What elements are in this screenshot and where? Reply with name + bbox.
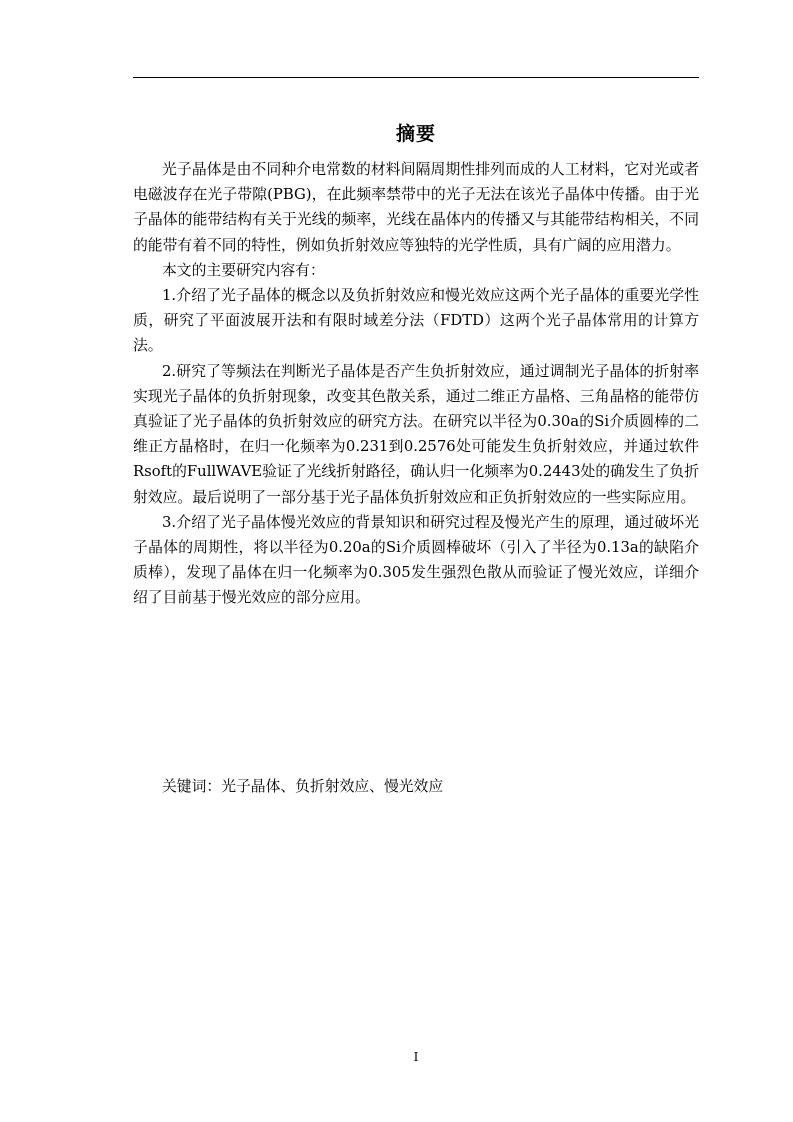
header-rule — [133, 77, 699, 78]
page-number: I — [413, 1050, 419, 1064]
abstract-paragraph-item-2: 2.研究了等频法在判断光子晶体是否产生负折射效应，通过调制光子晶体的折射率实现光子晶体的负折射现象，改变其色散关系，通过二维正方晶格、三角晶格的能带仿真验证了光子晶体的负折射效应的研究方法。在研究以半径为0.30a的Si介质圆棒的二维正方晶格时，在归一化频率为0.231到0.2576处可能发生负折射效应，并通过软件Rsoft的FullWAVE验证了光线折射路径，确认归一化频率为0.2443处的确发生了负折射效应。最后说明了一部分基于光子晶体负折射效应和正负折射效应的一些实际应用。 — [133, 362, 699, 506]
abstract-paragraph-intro: 光子晶体是由不同种介电常数的材料间隔周期性排列而成的人工材料，它对光或者电磁波存在光子带隙(PBG)，在此频率禁带中的光子无法在该光子晶体中传播。由于光子晶体的能带结构有关于光线的频率，光线在晶体内的传播又与其能带结构相关，不同的能带有着不同的特性，例如负折射效应等独特的光学性质，具有广阔的应用潜力。 — [133, 161, 699, 254]
page-title: 摘要 — [395, 123, 436, 145]
abstract-body — [133, 157, 699, 611]
abstract-paragraph-contents-heading: 本文的主要研究内容有： — [162, 261, 325, 279]
abstract-paragraph-item-1: 1.介绍了光子晶体的概念以及负折射效应和慢光效应这两个光子晶体的重要光学性质，研究了平面波展开法和有限时域差分法（FDTD）这两个光子晶体常用的计算方法。 — [133, 287, 699, 355]
keywords-line: 关键词：光子晶体、负折射效应、慢光效应 — [162, 778, 444, 795]
abstract-paragraph-item-3: 3.介绍了光子晶体慢光效应的背景知识和研究过程及慢光产生的原理，通过破坏光子晶体的周期性，将以半径为0.20a的Si介质圆棒破坏（引入了半径为0.13a的缺陷介质棒），发现了晶体在归一化频率为0.305发生强烈色散从而验证了慢光效应，详细介绍了目前基于慢光效应的部分应用。 — [133, 513, 699, 607]
